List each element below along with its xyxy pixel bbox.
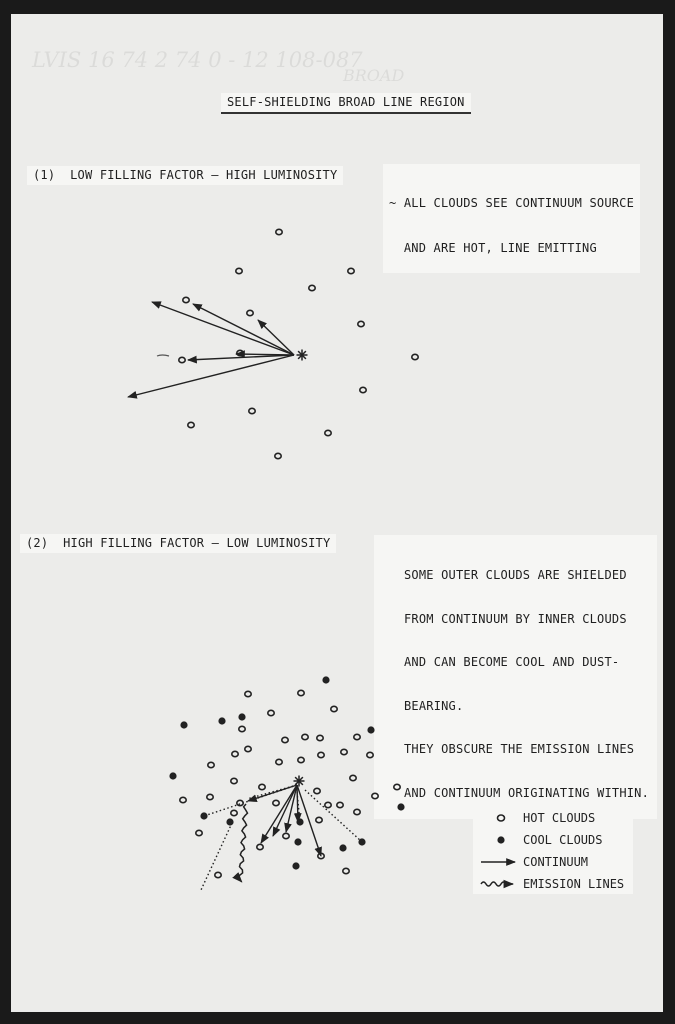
- hot-cloud: [257, 844, 263, 849]
- hot-cloud: [348, 268, 354, 273]
- hot-cloud: [188, 422, 194, 427]
- hot-cloud: [360, 387, 366, 392]
- panel2-note-line-2: FROM CONTINUUM BY INNER CLOUDS: [404, 611, 627, 626]
- hot-cloud: [231, 810, 237, 815]
- legend-label-hot-clouds: HOT CLOUDS: [523, 811, 596, 825]
- cool-cloud: [169, 772, 176, 779]
- continuum-arrow: [193, 304, 294, 355]
- emission-line-arrow: [239, 804, 248, 882]
- hot-cloud: [275, 453, 281, 458]
- cool-cloud-icon: [477, 831, 517, 849]
- panel1-note-line-1: ~ ALL CLOUDS SEE CONTINUUM SOURCE: [389, 196, 635, 210]
- cool-cloud: [218, 717, 225, 724]
- hot-cloud: [298, 757, 304, 762]
- legend-label-cool-clouds: COOL CLOUDS: [523, 833, 603, 847]
- cool-cloud: [226, 818, 233, 825]
- hot-cloud: [343, 868, 349, 873]
- cool-cloud: [294, 838, 301, 845]
- hot-cloud: [237, 350, 243, 355]
- hot-cloud: [341, 749, 347, 754]
- hot-cloud: [245, 691, 251, 696]
- continuum-arrow-icon: [477, 853, 517, 871]
- faint-handwriting: LVIS 16 74 2 74 0 - 12 108-087: [32, 48, 363, 72]
- panel1-diagram: [128, 229, 418, 458]
- hot-cloud: [317, 735, 323, 740]
- panel2-diagram: [169, 676, 404, 890]
- continuum-arrow: [152, 302, 294, 355]
- legend-item-hot-clouds: [473, 809, 633, 827]
- hot-cloud: [298, 690, 304, 695]
- panel2-note-line-6: AND CONTINUUM ORIGINATING WITHIN.: [404, 785, 650, 800]
- continuum-arrow: [286, 785, 297, 832]
- hot-cloud: [394, 784, 400, 789]
- hot-cloud: [318, 752, 324, 757]
- hot-cloud: [273, 800, 279, 805]
- continuum-source-star: [297, 350, 308, 361]
- hot-cloud: [316, 817, 322, 822]
- hot-cloud: [249, 408, 255, 413]
- legend-label-emission-lines: EMISSION LINES: [523, 877, 625, 891]
- hot-cloud: [232, 751, 238, 756]
- faint-handwriting-2: BROAD: [343, 66, 405, 85]
- panel2-heading: (2) HIGH FILLING FACTOR — LOW LUMINOSITY: [20, 534, 336, 553]
- panel2-note-line-5: THEY OBSCURE THE EMISSION LINES: [404, 742, 635, 756]
- hot-cloud: [236, 268, 242, 273]
- cool-cloud: [339, 844, 346, 851]
- panel1-heading: (1) LOW FILLING FACTOR — HIGH LUMINOSITY: [27, 166, 343, 185]
- legend-item-continuum: [473, 853, 633, 871]
- hot-cloud: [354, 809, 360, 814]
- hot-cloud: [180, 797, 186, 802]
- hot-cloud: [282, 737, 288, 742]
- hot-cloud: [350, 775, 356, 780]
- legend: [473, 806, 633, 894]
- hot-cloud: [354, 734, 360, 739]
- hot-cloud: [196, 830, 202, 835]
- legend-item-emission-lines: [473, 875, 633, 893]
- continuum-arrow: [261, 785, 297, 843]
- hot-cloud: [276, 759, 282, 764]
- hot-cloud: [259, 784, 265, 789]
- hot-cloud: [208, 762, 214, 767]
- hot-cloud: [337, 802, 343, 807]
- cool-cloud: [180, 721, 187, 728]
- cool-cloud: [322, 676, 329, 683]
- hot-cloud: [367, 752, 373, 757]
- panel1-note-line-2: AND ARE HOT, LINE EMITTING: [389, 241, 597, 255]
- hot-cloud: [183, 297, 189, 302]
- hot-cloud: [314, 788, 320, 793]
- panel2-note-line-1: SOME OUTER CLOUDS ARE SHIELDED: [404, 568, 627, 582]
- hot-cloud: [207, 794, 213, 799]
- hot-cloud: [283, 833, 289, 838]
- continuum-arrow: [248, 785, 297, 801]
- continuum-arrow: [297, 785, 298, 822]
- hot-cloud: [325, 430, 331, 435]
- hot-cloud: [268, 710, 274, 715]
- cool-cloud: [292, 862, 299, 869]
- hot-cloud: [276, 229, 282, 234]
- hot-cloud: [245, 746, 251, 751]
- blocked-emission-line: [201, 823, 232, 890]
- panel2-note-line-4: BEARING.: [404, 698, 464, 713]
- panel2-note-line-3: AND CAN BECOME COOL AND DUST-: [404, 655, 620, 669]
- continuum-arrow: [236, 354, 294, 355]
- cool-cloud: [367, 726, 374, 733]
- cool-cloud: [397, 803, 404, 810]
- emission-wavy-arrow-icon: [477, 875, 517, 893]
- cool-cloud: [238, 713, 245, 720]
- legend-item-cool-clouds: [473, 831, 633, 849]
- hot-cloud: [358, 321, 364, 326]
- page-title: SELF-SHIELDING BROAD LINE REGION: [221, 93, 471, 114]
- hot-cloud: [325, 802, 331, 807]
- hot-cloud: [372, 793, 378, 798]
- cool-cloud: [358, 838, 365, 845]
- continuum-arrow: [128, 355, 294, 397]
- continuum-arrow: [273, 785, 297, 836]
- hot-cloud: [239, 726, 245, 731]
- legend-label-continuum: CONTINUUM: [523, 855, 589, 869]
- hot-cloud: [309, 285, 315, 290]
- smudge-mark: [157, 355, 169, 356]
- hot-cloud: [179, 357, 185, 362]
- continuum-source-star: [294, 776, 305, 787]
- hot-cloud: [302, 734, 308, 739]
- hot-cloud: [247, 310, 253, 315]
- hot-cloud: [231, 778, 237, 783]
- hot-cloud: [331, 706, 337, 711]
- continuum-arrow: [258, 320, 294, 355]
- hot-cloud: [237, 800, 243, 805]
- hot-cloud: [412, 354, 418, 359]
- hot-cloud: [215, 872, 221, 877]
- hot-cloud-icon: [477, 809, 517, 827]
